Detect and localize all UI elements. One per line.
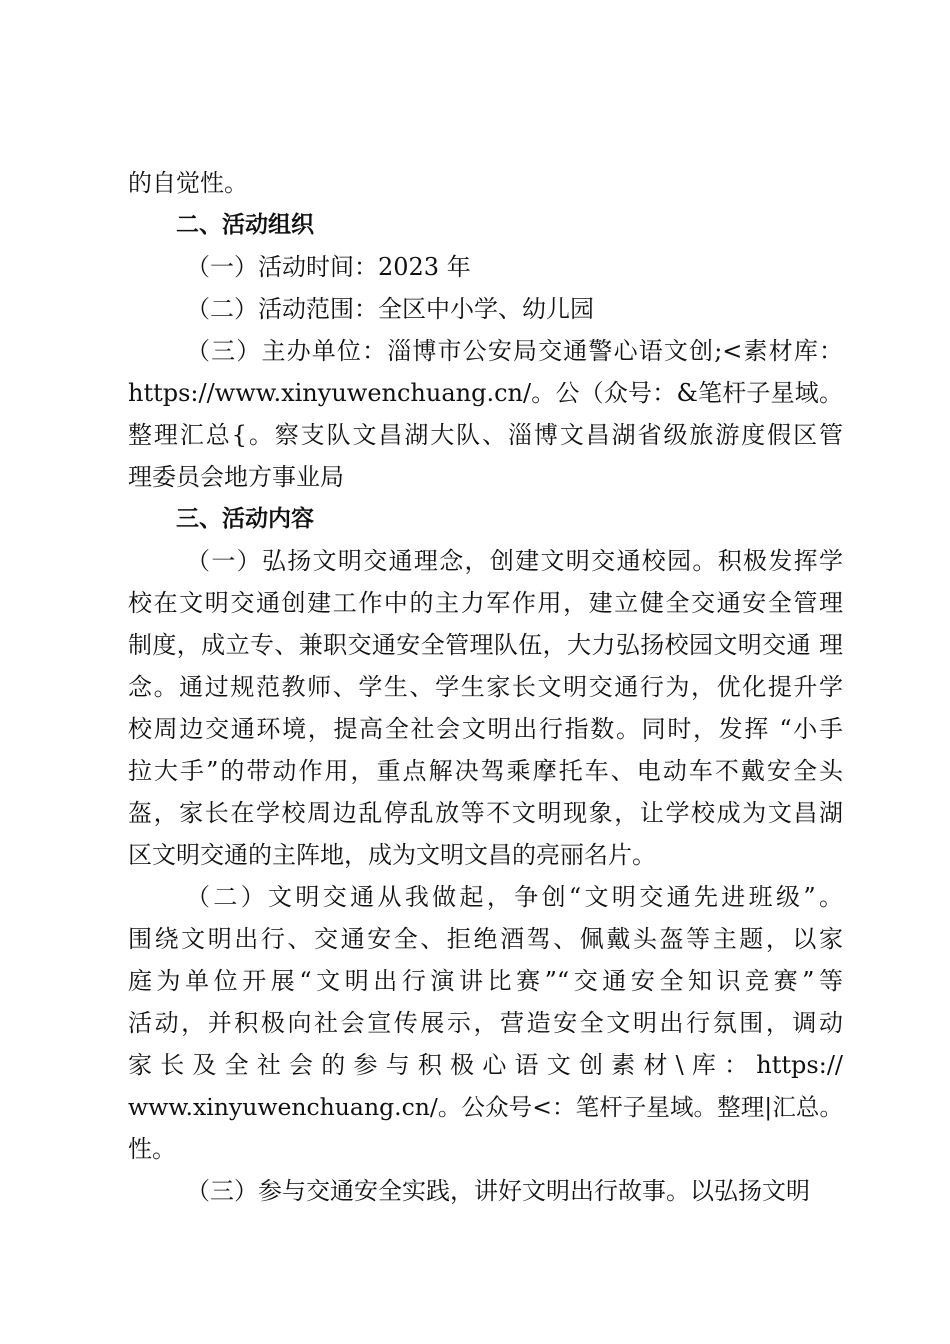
body-line: （三）参与交通安全实践，讲好文明出行故事。以弘扬文明 (186, 1177, 810, 1205)
body-line: （三）主办单位：淄博市公安局交通警心语文创;<素材库： (186, 337, 843, 365)
body-line: 活动，并积极向社会宣传展示，营造安全文明出行氛围，调动 (128, 1009, 843, 1037)
body-line: https://www.xinyuwenchuang.cn/。公（众号：&笔杆子星域。 (128, 379, 843, 407)
body-line: 校周边交通环境，提高全社会文明出行指数。同时，发挥 “小手 (128, 715, 843, 743)
section-heading: 二、活动组织 (176, 212, 314, 238)
body-line: 性。 (128, 1135, 176, 1163)
section-heading: 三、活动内容 (176, 506, 314, 532)
body-line: （一）活动时间：2023 年 (186, 253, 471, 281)
body-line: www.xinyuwenchuang.cn/。公众号<：笔杆子星域。整理|汇总。 (128, 1093, 843, 1121)
body-line: （二）文明交通从我做起，争创“文明交通先进班级”。 (186, 883, 843, 911)
body-line: 念。通过规范教师、学生、学生家长文明交通行为，优化提升学 (128, 673, 843, 701)
body-line: 校在文明交通创建工作中的主力军作用，建立健全交通安全管理 (128, 589, 843, 617)
body-line: 制度，成立专、兼职交通安全管理队伍，大力弘扬校园文明交通 理 (128, 631, 843, 659)
body-line: （二）活动范围：全区中小学、幼儿园 (186, 295, 594, 323)
body-line: （一）弘扬文明交通理念，创建文明交通校园。积极发挥学 (186, 547, 843, 575)
body-line: 家长及全社会的参与积极心语文创素材\库：https:// (128, 1051, 843, 1079)
body-line: 区文明交通的主阵地，成为文明文昌的亮丽名片。 (128, 841, 656, 869)
body-line: 的自觉性。 (128, 169, 248, 197)
body-line: 拉大手”的带动作用，重点解决驾乘摩托车、电动车不戴安全头 (128, 757, 843, 785)
body-line: 理委员会地方事业局 (128, 463, 344, 491)
body-line: 整理汇总{。察支队文昌湖大队、淄博文昌湖省级旅游度假区管 (128, 421, 843, 449)
body-line: 庭为单位开展“文明出行演讲比赛”“交通安全知识竞赛”等 (128, 967, 843, 995)
body-line: 围绕文明出行、交通安全、拒绝酒驾、佩戴头盔等主题，以家 (128, 925, 843, 953)
body-line: 盔，家长在学校周边乱停乱放等不文明现象，让学校成为文昌湖 (128, 799, 843, 827)
document-page (128, 162, 843, 1212)
